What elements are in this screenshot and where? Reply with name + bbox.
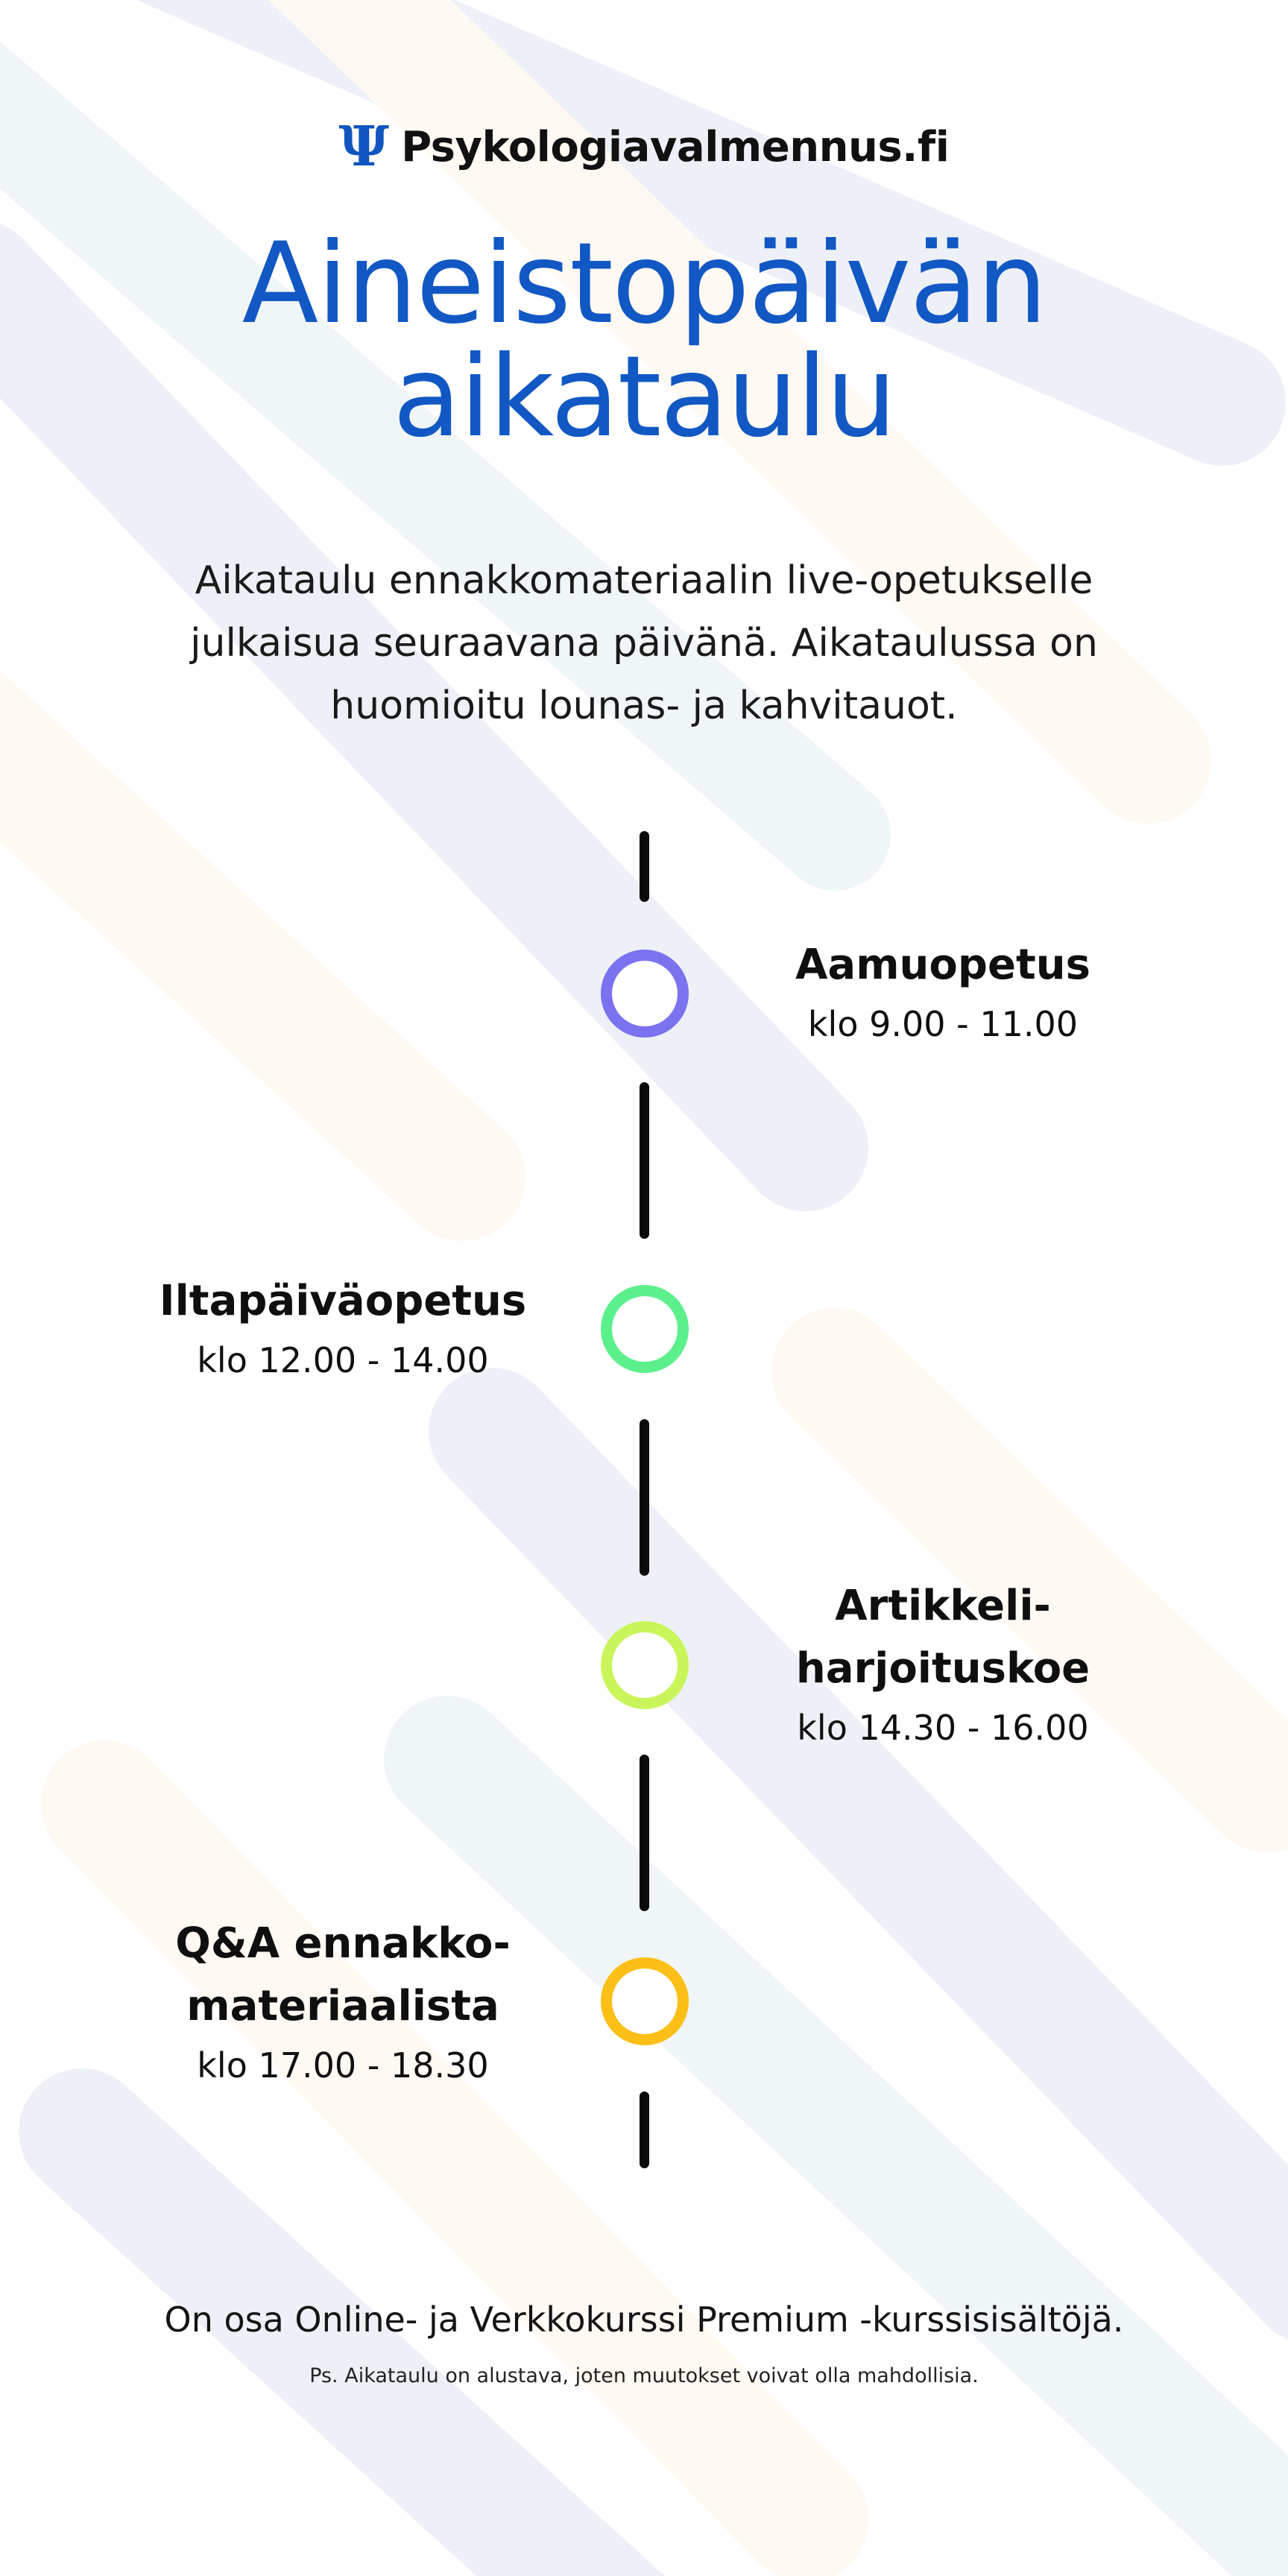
page-title — [0, 219, 1288, 462]
event-title — [134, 1270, 552, 1333]
timeline-segment — [640, 2092, 649, 2168]
brand-name: Psykologiavalmennus.fi — [401, 122, 950, 171]
event-time: klo 17.00 - 18.30 — [197, 2045, 489, 2086]
intro-text: Aikataulu ennakkomateriaalin live-opetukselle julkaisua seuraavana päivänä. Aikataulussa on huomioitu lounas- ja kahvitauot. — [190, 558, 1098, 728]
event-title-line: harjoituskoe — [795, 1644, 1090, 1693]
event-qa-session — [134, 1913, 552, 2093]
event-title — [734, 934, 1152, 997]
brand-logo — [0, 115, 1288, 179]
timeline-node-icon — [601, 1621, 689, 1709]
event-title-line: Aamuopetus — [795, 941, 1090, 989]
event-morning-teaching — [734, 934, 1152, 1052]
event-afternoon-teaching — [134, 1270, 552, 1388]
timeline-node-icon — [601, 1957, 689, 2045]
footer-text: On osa Online- ja Verkkokurssi Premium -kurssisisältöjä. — [164, 2299, 1124, 2340]
page-title-line-2: aikataulu — [392, 332, 896, 462]
timeline-segment — [640, 1755, 649, 1911]
timeline-segment — [640, 1082, 649, 1239]
timeline-segment — [640, 831, 649, 902]
event-time: klo 12.00 - 14.00 — [197, 1340, 489, 1380]
timeline-node-icon — [601, 950, 689, 1038]
event-article-practice-exam — [734, 1575, 1152, 1755]
event-title-line: Artikkeli- — [835, 1582, 1051, 1630]
psi-icon: Ψ — [338, 115, 390, 179]
event-title-line: Q&A ennakko- — [175, 1919, 511, 1968]
event-title-line: Iltapäiväopetus — [159, 1277, 527, 1325]
event-time: klo 9.00 - 11.00 — [807, 1004, 1079, 1044]
event-title-line: materiaalista — [186, 1982, 499, 2030]
timeline-segment — [640, 1419, 649, 1576]
event-time: klo 14.30 - 16.00 — [797, 1708, 1089, 1748]
footer-note: Ps. Aikataulu on alustava, joten muutokset voivat olla mahdollisia. — [309, 2364, 979, 2387]
timeline-node-icon — [601, 1285, 689, 1373]
page-title-line-1: Aineistopäivän — [242, 219, 1046, 349]
event-title — [734, 1575, 1152, 1700]
event-title — [134, 1913, 552, 2038]
